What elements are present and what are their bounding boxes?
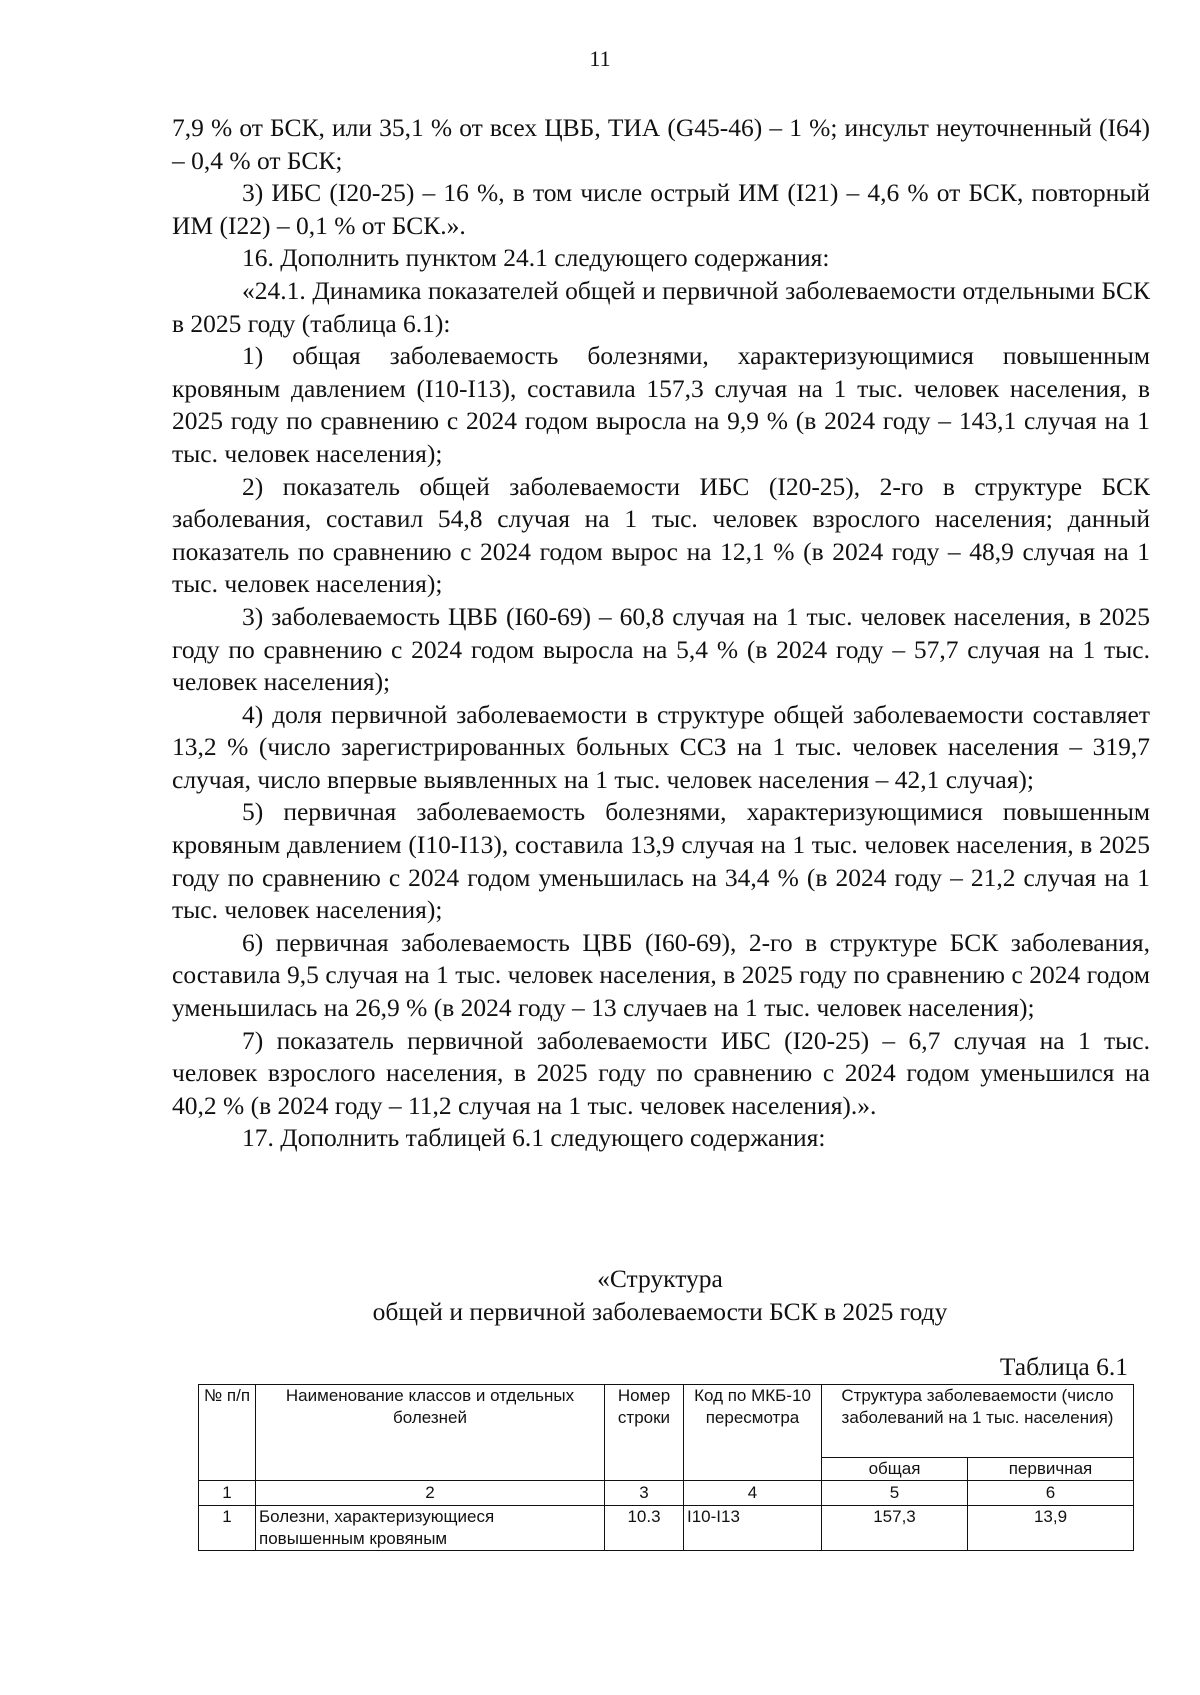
header-general: общая	[822, 1458, 968, 1481]
paragraph: 3) ИБС (I20-25) – 16 %, в том числе острый ИМ (I21) – 4,6 % от БСК, повторный ИМ (I22) – 0,1 % от БСК.».	[172, 178, 1150, 240]
paragraph: 1) общая заболеваемость болезнями, характеризующимися повышенным кровяным давлением (I10-I13), составила 157,3 случая на 1 тыс. человек населения, в 2025 году по сравнению с 2024 годом выросла на 9,9 % (в 2024 году – 143,1 случая на 1 тыс. человек населения);	[172, 341, 1150, 468]
table-title-line: «Структура	[597, 1264, 723, 1293]
row-name: Болезни, характеризующиеся повышенным кровяным	[256, 1506, 605, 1551]
table-title-line: общей и первичной заболеваемости БСК в 2025 году	[372, 1297, 948, 1326]
paragraph: 2) показатель общей заболеваемости ИБС (I20-25), 2-го в структуре БСК заболевания, составил 54,8 случая на 1 тыс. человек взрослого населения; данный показатель по сравнению с 2024 годом вырос на 12,1 % (в 2024 году – 48,9 случая на 1 тыс. человек населения);	[172, 471, 1150, 599]
column-number-row	[199, 1481, 1134, 1506]
column-number: 1	[199, 1481, 256, 1506]
header-row-no: Номер строки	[605, 1385, 684, 1481]
row-icd-code: I10-I13	[684, 1506, 822, 1551]
row-primary: 13,9	[968, 1506, 1134, 1551]
table-header-row	[199, 1385, 1134, 1458]
row-general: 157,3	[822, 1506, 968, 1551]
paragraph: 7) показатель первичной заболеваемости ИБС (I20-25) – 6,7 случая на 1 тыс. человек взрослого населения, в 2025 году по сравнению с 2024 годом уменьшился на 40,2 % (в 2024 году – 11,2 случая на 1 тыс. человек населения).».	[172, 1025, 1150, 1120]
paragraph: 5) первичная заболеваемость болезнями, характеризующимися повышенным кровяным давлением (I10-I13), составила 13,9 случая на 1 тыс. человек населения, в 2025 году по сравнению с 2024 годом уменьшилась на 34,4 % (в 2024 году – 21,2 случая на 1 тыс. человек населения);	[172, 797, 1150, 925]
paragraph: 4) доля первичной заболеваемости в структуре общей заболеваемости составляет 13,2 % (число зарегистрированных больных ССЗ на 1 тыс. человек населения – 319,7 случая, число впервые выявленных на 1 тыс. человек населения – 42,1 случая);	[172, 699, 1150, 794]
page-number: 11	[589, 46, 611, 71]
morbidity-table	[198, 1384, 1134, 1551]
column-number: 3	[605, 1481, 684, 1506]
header-code: Код по МКБ-10 пересмотра	[684, 1385, 822, 1481]
paragraph: 17. Дополнить таблицей 6.1 следующего содержания:	[242, 1123, 826, 1153]
body-text	[172, 112, 1150, 1155]
table-label: Таблица 6.1	[999, 1352, 1128, 1381]
paragraph: 3) заболеваемость ЦВБ (I60-69) – 60,8 случая на 1 тыс. человек населения, в 2025 году по сравнению с 2024 годом выросла на 5,4 % (в 2024 году – 57,7 случая на 1 тыс. человек населения);	[172, 601, 1150, 697]
header-num: № п/п	[199, 1385, 256, 1481]
column-number: 4	[684, 1481, 822, 1506]
row-line-number: 10.3	[605, 1506, 684, 1551]
column-number: 6	[968, 1481, 1134, 1506]
header-structure: Структура заболеваемости (число заболеваний на 1 тыс. населения)	[822, 1385, 1134, 1458]
column-number: 5	[822, 1481, 968, 1506]
row-num: 1	[199, 1506, 256, 1551]
paragraph: 7,9 % от БСК, или 35,1 % от всех ЦВБ, ТИА (G45-46) – 1 %; инсульт неуточненный (I64) – 0,4 % от БСК;	[172, 113, 1150, 175]
column-number: 2	[256, 1481, 605, 1506]
header-name: Наименование классов и отдельных болезней	[256, 1385, 605, 1481]
header-primary: первичная	[968, 1458, 1134, 1481]
table-row	[199, 1506, 1134, 1551]
paragraph: 16. Дополнить пунктом 24.1 следующего содержания:	[242, 243, 830, 273]
paragraph: «24.1. Динамика показателей общей и первичной заболеваемости отдельными БСК в 2025 году (таблица 6.1):	[172, 275, 1150, 338]
paragraph: 6) первичная заболеваемость ЦВБ (I60-69), 2-го в структуре БСК заболевания, составила 9,5 случая на 1 тыс. человек населения, в 2025 году по сравнению с 2024 годом уменьшилась на 26,9 % (в 2024 году – 13 случаев на 1 тыс. человек населения);	[172, 927, 1150, 1023]
table-title	[0, 1262, 1200, 1328]
